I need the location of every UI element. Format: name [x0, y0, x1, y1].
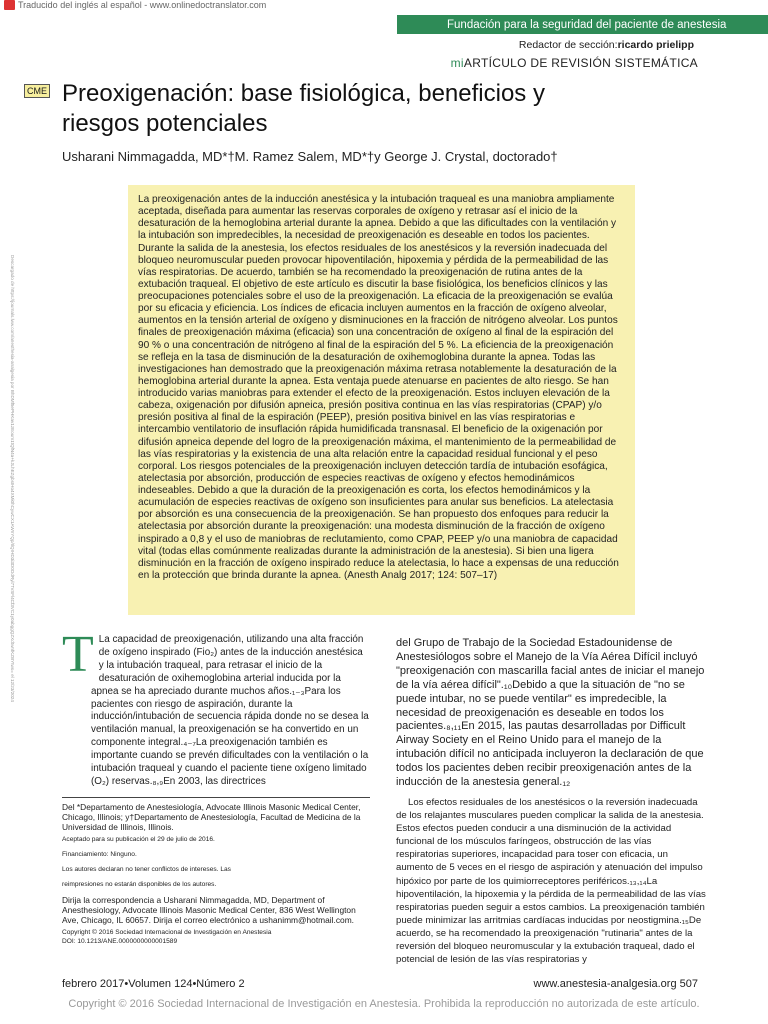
author-affiliations [62, 802, 372, 952]
footer-issue: febrero 2017•Volumen 124•Número 2 [62, 978, 245, 990]
article-type-label: ARTÍCULO DE REVISIÓN SISTEMÁTICA [463, 56, 698, 70]
accepted-date: Aceptado para su publicación el 29 de julio de 2016. [62, 836, 215, 843]
body-paragraph: del Grupo de Trabajo de la Sociedad Estadounidense de Anestesiólogos sobre el Manejo de la Vía Aérea Difícil incluyó "preoxigenación con mascarilla facial antes de iniciar el manejo de la vía aérea difícil".₁₀Debido a que la situación de "no se puede intubar, no se puede ventilar" es impredecible, la necesidad de preoxigenación es deseable en todos los pacientes.₈,₁₁En 2015, las pautas desarrolladas por Difficult Airway Society en el Reino Unido para el manejo de la intubación difícil no anticipada incluyeron la declaración de que todos los pacientes deben recibir preoxigenación antes de la inducción de la anestesia general.₁₂ [396, 637, 705, 789]
foundation-label: Fundación para la seguridad del paciente de anestesia [447, 18, 727, 31]
foundation-banner [397, 15, 768, 34]
pdf-icon [4, 0, 15, 10]
footer-site[interactable]: www.anestesia-analgesia.org 507 [533, 978, 698, 990]
correspondence-note: Dirija la correspondencia a Usharani Nimmagadda, MD, Department of Anesthesiology, Advocate Illinois Masonic Medical Center, 836 West Wellington Ave, Chicago, IL 60657. Dirija el correo electrónico a ushanimm@hotmail.com. [62, 895, 356, 925]
cme-badge: CME [24, 84, 50, 98]
article-type [451, 56, 698, 70]
body-column-right [396, 637, 706, 966]
article-type-prefix: mi [450, 56, 464, 70]
download-note [3, 255, 15, 715]
article-title: Preoxigenación: base fisiológica, beneficios y riesgos potenciales [62, 80, 545, 137]
body-paragraph: La capacidad de preoxigenación, utilizando una alta fracción de oxígeno inspirado (Fio₂) antes de la inducción anestésica y la intubación traqueal, para retrasar el inicio de la desaturación de oxihemoglobina arterial inducida por la apnea se ha apreciado durante muchos años.₁₋₃Para los pacientes con riesgo de aspiración, durante la inducción/intubación de secuencia rápida donde no se desea la ventilación manual, la preoxigenación se ha convertido en un componente integral.₄₋₇La preoxigenación también es importante cuando se prevén dificultades con la ventilación o la intubación traqueal y cuando el paciente tiene oxígeno limitado (O₂) reservas.₈,₉En 2003, las directrices [91, 634, 369, 787]
reprints-note: reimpresiones no estarán disponibles de los autores. [62, 881, 217, 888]
funding-note: Financiamiento: Ninguno. [62, 851, 137, 858]
author-list: Usharani Nimmagadda, MD*†M. Ramez Salem, MD*†y George J. Crystal, doctorado† [62, 149, 558, 164]
section-editor [519, 39, 694, 51]
download-note-text: Descargado de https://journals.lww.com/anesthesia-analgesia por BhDMf5ePHKav1zEoum1tQfN4a+kJLhEZgbsIHo4XMi0hCywCX1AWnYQp/IlQrHD3i3D0OdRyi7TvSFl4Cf3VC1y0abggQZXdtwnfKZBYtws= el 12/23/2024 [10, 255, 15, 702]
drop-cap: T [62, 626, 94, 683]
body-column-left [62, 626, 370, 789]
footnote-divider [62, 797, 370, 798]
copyright-line: Copyright © 2016 Sociedad Internacional de Investigación en Anestesia [62, 929, 272, 936]
section-editor-label: Redactor de sección: [518, 39, 618, 51]
translator-link[interactable]: Traducido del inglés al español - www.onlinedoctranslator.com [18, 0, 267, 10]
abstract-text: La preoxigenación antes de la inducción anestésica y la intubación traqueal es una maniobra ampliamente aceptada, diseñada para aumentar las reservas corporales de oxígeno y retrasar así el inicio de la desaturación de la hemoglobina arterial durante la apnea. Debido a que las dificultades con la ventilación y la intubación son impredecibles, la necesidad de preoxigenación es deseable en todos los pacientes. Durante la salida de la anestesia, los efectos residuales de los anestésicos y la reversión inadecuada del bloqueo neuromuscular pueden provocar hipoventilación, hipoxemia y pérdida de la permeabilidad de las vías respiratorias. De acuerdo, también se ha recomendado la preoxigenación de rutina antes de la extubación traqueal. El objetivo de este artículo es discutir la base fisiológica, los beneficios clínicos y las preocupaciones potenciales sobre el uso de la preoxigenación. La eficacia de la preoxigenación se evalúa por su eficacia y eficiencia. Los índices de eficacia incluyen aumentos en la fracción de oxígeno alveolar, aumentos en la tensión arterial de oxígeno y disminuciones en la fracción de nitrógeno alveolar. Los puntos finales de preoxigenación máxima (eficacia) son una concentración de oxígeno al final de la espiración del 90 % o una concentración de nitrógeno al final de la espiración del 5 %. La eficiencia de la preoxigenación se refleja en la tasa de disminución de la desaturación de oxihemoglobina durante la apnea. Todas las investigaciones han demostrado que la preoxigenación máxima retrasa notablemente la desaturación de la hemoglobina arterial durante la apnea. Esta ventaja puede atenuarse en pacientes de alto riesgo. Se han introducido varias maniobras para extender el efecto de la preoxigenación. Estos incluyen elevación de la cabeza, oxigenación por difusión apneica, presión positiva continua en las vías respiratorias (CPAP) y/o presión positiva al final de la espiración (PEEP), presión positiva binivel en las vías respiratorias e intercambio ventilatorio de insuflación rápida humidificada transnasal. El beneficio de la oxigenación por difusión apneica depende del logro de la preoxigenación máxima, el mantenimiento de la permeabilidad de las vías respiratorias y la existencia de una alta relación entre la capacidad residual funcional y el peso corporal. Los riesgos potenciales de la preoxigenación incluyen detección tardía de intubación esofágica, atelectasia por absorción, producción de especies reactivas de oxígeno y efectos hemodinámicos indeseables. Debido a que la duración de la preoxigenación es corta, los efectos hemodinámicos y la acumulación de especies reactivas de oxígeno son insuficientes para anular sus beneficios. La atelectasia por absorción es una consecuencia de la preoxigenación. Se han propuesto dos enfoques para reducir la atelectasia por absorción durante la preoxigenación: una modesta disminución de la fracción de oxígeno inspirado a 0,8 y el uso de maniobras de reclutamiento, como CPAP, PEEP y/o una maniobra de capacidad vital (todas ellas comúnmente realizadas durante la administración de la anestesia). Si bien una ligera disminución en la fracción de oxígeno inspirado reduce la atelectasia, lo hace a expensas de una reducción en la protección que brinda durante la apnea. (Anesth Analg 2017; 124: 507–17) [138, 194, 619, 581]
abstract-box [128, 185, 635, 615]
translator-banner[interactable] [4, 0, 266, 10]
affiliation-text: Del *Departamento de Anestesiología, Advocate Illinois Masonic Medical Center, Chicago, Illinois; y†Departamento de Anestesiología, Facultad de Medicina de la Universidad de Illinois, Illinois. [62, 802, 361, 832]
doi: DOI: 10.1213/ANE.0000000000001589 [62, 938, 178, 945]
section-editor-name: ricardo prielipp [617, 39, 694, 51]
copyright-footer: Copyright © 2016 Sociedad Internacional de Investigación en Anestesia. Prohibida la reproducción no autorizada de este artículo. [68, 998, 700, 1010]
body-paragraph: Los efectos residuales de los anestésicos o la reversión inadecuada de los relajantes musculares pueden complicar la salida de la anestesia. Estos efectos pueden conducir a una disminución de la actividad funcional de los músculos faríngeos, obstrucción de las vías respiratorias superiores, incapacidad para toser con eficacia, un aumento de 5 veces en el riesgo de aspiración y atenuación del impulso hipóxico por parte de los quimiorreceptores periféricos.₁₃,₁₄La hipoventilación, la hipoxemia y la pérdida de la permeabilidad de las vías respiratorias pueden seguir a estos cambios. La preoxigenación también puede minimizar las arritmias cardíacas inducidas por neostigmina.₁₅De acuerdo, se ha recomendado la preoxigenación "rutinaria" antes de la reversión del bloqueo neuromuscular y la extubación traqueal, dado el potencial de lesión de las vías respiratorias y [396, 796, 706, 966]
conflicts-note: Los autores declaran no tener conflictos de intereses. Las [62, 866, 231, 873]
